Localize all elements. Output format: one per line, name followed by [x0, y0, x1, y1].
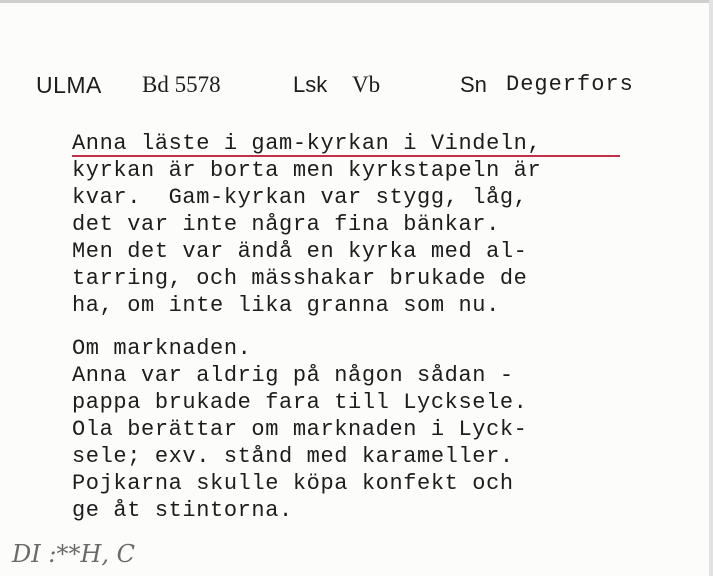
text-line: tarring, och mässhakar brukade de — [72, 266, 528, 291]
text-line: kyrkan är borta men kyrkstapeln är — [72, 158, 542, 183]
text-line: Anna läste i gam-kyrkan i Vindeln, — [72, 131, 542, 156]
text-line: Ola berättar om marknaden i Lyck- — [72, 417, 528, 442]
text-line: det var inte några fina bänkar. — [72, 212, 500, 237]
text-line: Om marknaden. — [72, 336, 252, 361]
socken-value: Degerfors — [506, 72, 634, 97]
text-line: Men det var ändå en kyrka med al- — [72, 239, 528, 264]
volume-number: Bd 5578 — [142, 72, 221, 97]
text-line: kvar. Gam-kyrkan var stygg, låg, — [72, 185, 528, 210]
card-right-edge — [709, 0, 713, 576]
text-line: ge åt stintorna. — [72, 498, 293, 523]
paragraph-gap — [72, 319, 672, 335]
text-line: sele; exv. stånd med karameller. — [72, 444, 514, 469]
socken-label: Sn — [460, 72, 487, 97]
text-line: ha, om inte lika granna som nu. — [72, 293, 500, 318]
handwritten-note: DI :**H, C — [12, 540, 135, 568]
card-body — [72, 130, 672, 524]
landskap-label: Lsk — [293, 72, 328, 97]
text-line: Anna var aldrig på någon sådan - — [72, 363, 514, 388]
card-top-edge — [0, 0, 713, 3]
text-line: Pojkarna skulle köpa konfekt och — [72, 471, 514, 496]
card-header — [36, 72, 676, 106]
archive-code: ULMA — [36, 72, 102, 98]
text-line: pappa brukade fara till Lycksele. — [72, 390, 528, 415]
landskap-value: Vb — [352, 72, 381, 97]
